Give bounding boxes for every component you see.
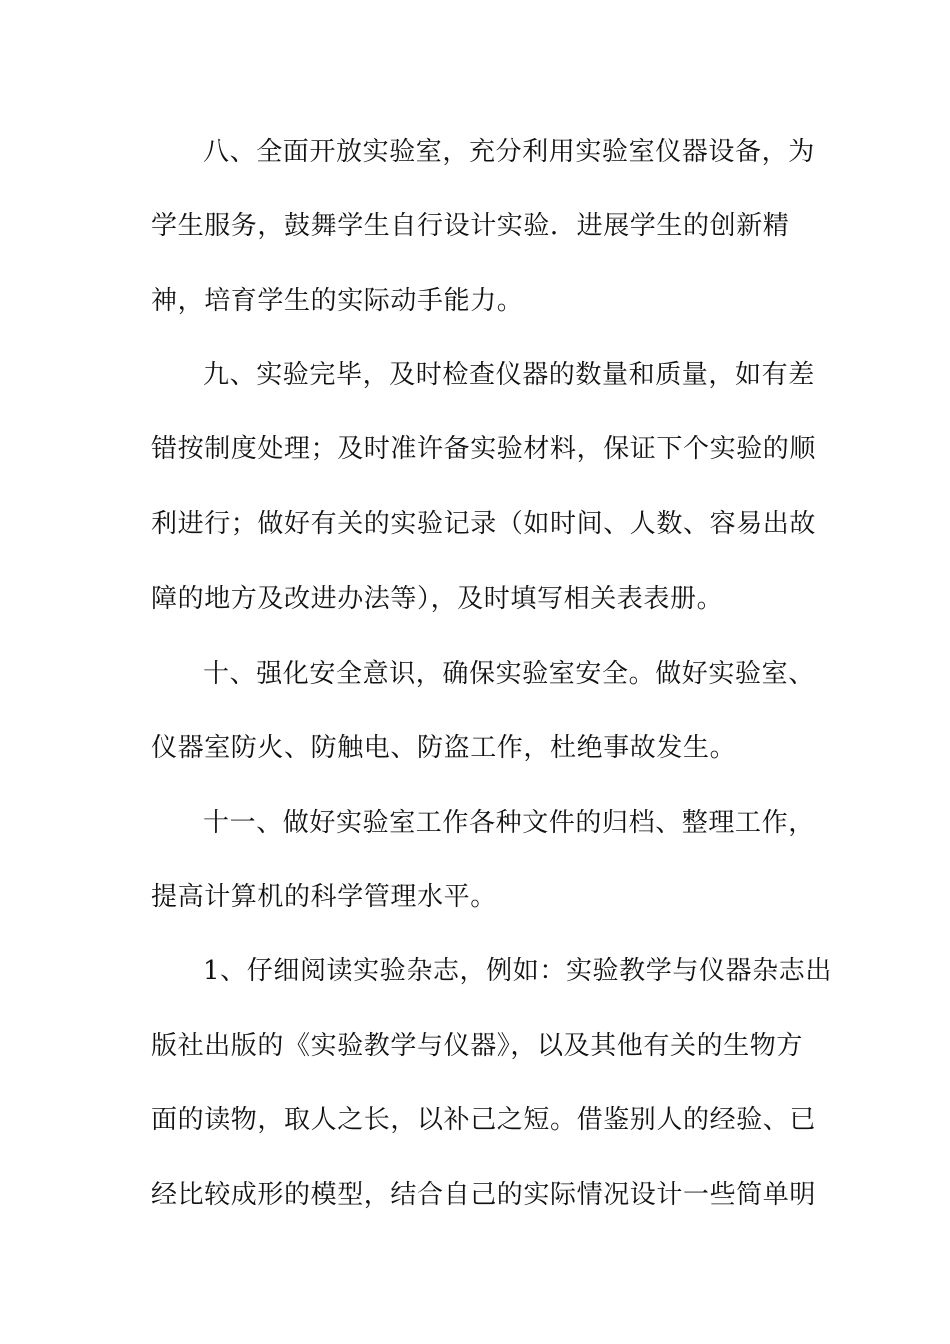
paragraph-9-line-4: 障的地方及改进办法等），及时填写相关表表册。 [151,584,724,614]
paragraph-1-line-4: 经比较成形的模型，结合自己的实际情况设计一些简单明 [151,1180,817,1210]
paragraph-1-line-2: 版社出版的《实验教学与仪器》，以及其他有关的生物方 [151,1031,804,1061]
paragraph-8-line-1: 八、全面开放实验室，充分利用实验室仪器设备，为 [203,137,815,167]
paragraph-9-line-2: 错按制度处理；及时准许备实验材料，保证下个实验的顺 [151,434,817,464]
paragraph-1-line-1: 1、仔细阅读实验杂志，例如：实验教学与仪器杂志出 [203,956,832,986]
paragraph-9-line-3: 利进行；做好有关的实验记录（如时间、人数、容易出故 [151,509,817,539]
paragraph-11-line-1: 十一、做好实验室工作各种文件的归档、整理工作， [203,808,815,838]
paragraph-9-line-1: 九、实验完毕，及时检查仪器的数量和质量，如有差 [203,360,815,390]
paragraph-1-line-3: 面的读物，取人之长，以补己之短。借鉴别人的经验、已 [151,1105,817,1135]
paragraph-10-line-1: 十、强化安全意识，确保实验室安全。做好实验室、 [203,659,815,689]
paragraph-10-line-2: 仪器室防火、防触电、防盗工作，杜绝事故发生。 [151,733,737,763]
paragraph-11-line-2: 提高计算机的科学管理水平。 [151,882,497,912]
paragraph-8-line-2: 学生服务，鼓舞学生自行设计实验．进展学生的创新精 [151,211,790,241]
paragraph-8-line-3: 神，培育学生的实际动手能力。 [151,286,524,316]
